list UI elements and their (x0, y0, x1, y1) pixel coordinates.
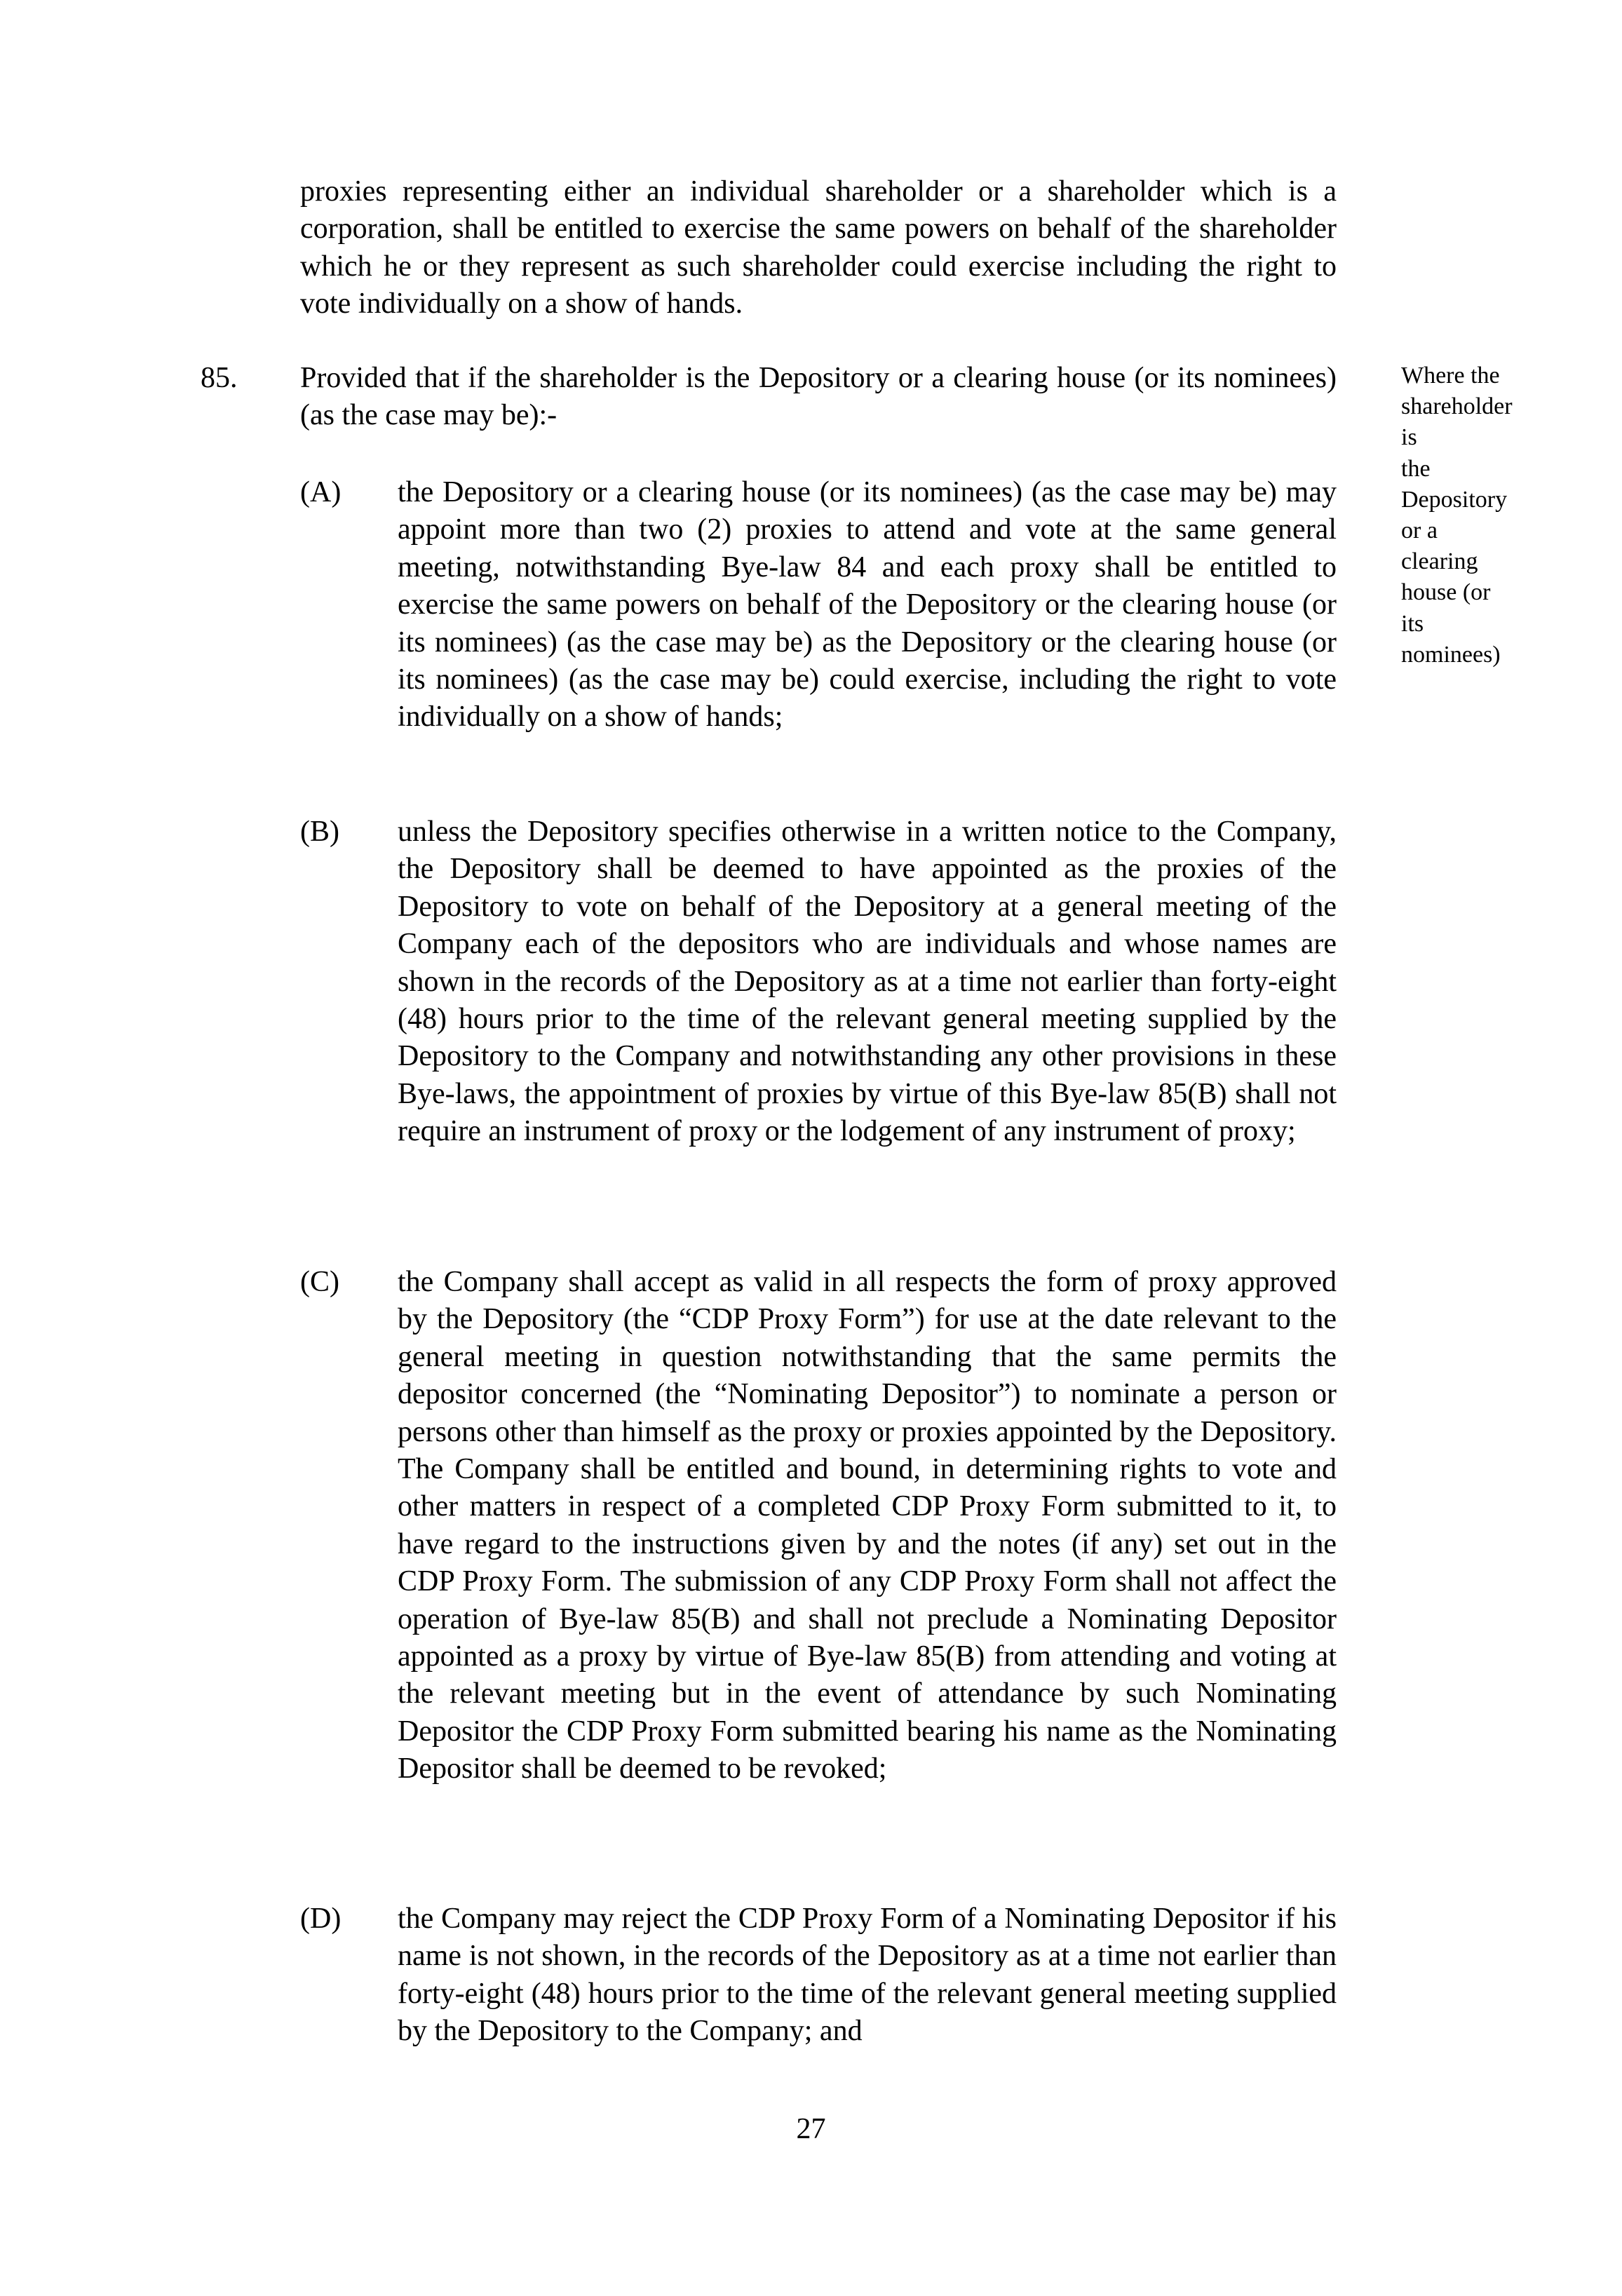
margin-note (1401, 360, 1541, 670)
margin-note-line: house (or (1401, 579, 1491, 606)
item-text-a: the Depository or a clearing house (or its nominees) (as the case may be) may appoint more than two (2) proxies to attend and vote at the same general meeting, notwithstanding Bye-law 84 and each proxy shall be entitled to exercise the same powers on behalf of the Depository or the clearing house (or its nominees) (as the case may be) as the Depository or the clearing house (or its nominees) (as the case may be) could exercise, including the right to vote individually on a show of hands; (398, 476, 1337, 734)
section-intro: Provided that if the shareholder is the Depository or a clearing house (or its nominees) (as the case may be):- (300, 362, 1337, 432)
item-text-c: the Company shall accept as valid in all respects the form of proxy approved by the Depository (the “CDP Proxy Form”) for use at the date relevant to the general meeting in question notwithstanding that the same permits the depositor concerned (the “Nominating Depositor”) to nominate a person or persons other than himself as the proxy or proxies appointed by the Depository. The Company shall be entitled and bound, in determining rights to vote and other matters in respect of a completed CDP Proxy Form submitted to it, to have regard to the instructions given by and the notes (if any) set out in the CDP Proxy Form. The submission of any CDP Proxy Form shall not affect the operation of Bye-law 85(B) and shall not preclude a Nominating Depositor appointed as a proxy by virtue of Bye-law 85(B) from attending and voting at the relevant meeting but in the event of attendance by such Nominating Depositor the CDP Proxy Form submitted bearing his name as the Nominating Depositor shall be deemed to be revoked; (398, 1266, 1337, 1785)
item-label-d: (D) (300, 1903, 342, 1935)
page-number: 27 (796, 2113, 826, 2145)
item-label-a: (A) (300, 476, 342, 508)
margin-note-line: Depository (1401, 486, 1508, 513)
margin-note-line: its (1401, 610, 1424, 637)
margin-note-line: is (1401, 424, 1417, 451)
margin-note-line: or a (1401, 518, 1438, 544)
continuation-paragraph: proxies representing either an individual shareholder or a shareholder which is a corporation, shall be entitled to exercise the same powers on behalf of the shareholder which he or they represent as such shareholder could exercise including the right to vote individually on a show of hands. (300, 175, 1337, 320)
margin-note-line: clearing (1401, 548, 1478, 575)
margin-note-line: Where the (1401, 363, 1500, 389)
item-label-b: (B) (300, 816, 339, 848)
margin-note-line: shareholder (1401, 393, 1513, 420)
item-text-d: the Company may reject the CDP Proxy Form of a Nominating Depositor if his name is not shown, in the records of the Depository as at a time not earlier than forty-eight (48) hours prior to the time of the relevant general meeting supplied by the Depository to the Company; and (398, 1903, 1337, 2048)
item-label-c: (C) (300, 1266, 339, 1298)
margin-note-line: the (1401, 455, 1431, 482)
margin-note-line: nominees) (1401, 641, 1501, 668)
section-number: 85. (201, 362, 238, 394)
item-text-b: unless the Depository specifies otherwise in a written notice to the Company, the Depository shall be deemed to have appointed as the proxies of the Depository to vote on behalf of the Depository at a general meeting of the Company each of the depositors who are individuals and whose names are shown in the records of the Depository as at a time not earlier than forty-eight (48) hours prior to the time of the relevant general meeting supplied by the Depository to the Company and notwithstanding any other provisions in these Bye-laws, the appointment of proxies by virtue of this Bye-law 85(B) shall not require an instrument of proxy or the lodgement of any instrument of proxy; (398, 816, 1337, 1148)
